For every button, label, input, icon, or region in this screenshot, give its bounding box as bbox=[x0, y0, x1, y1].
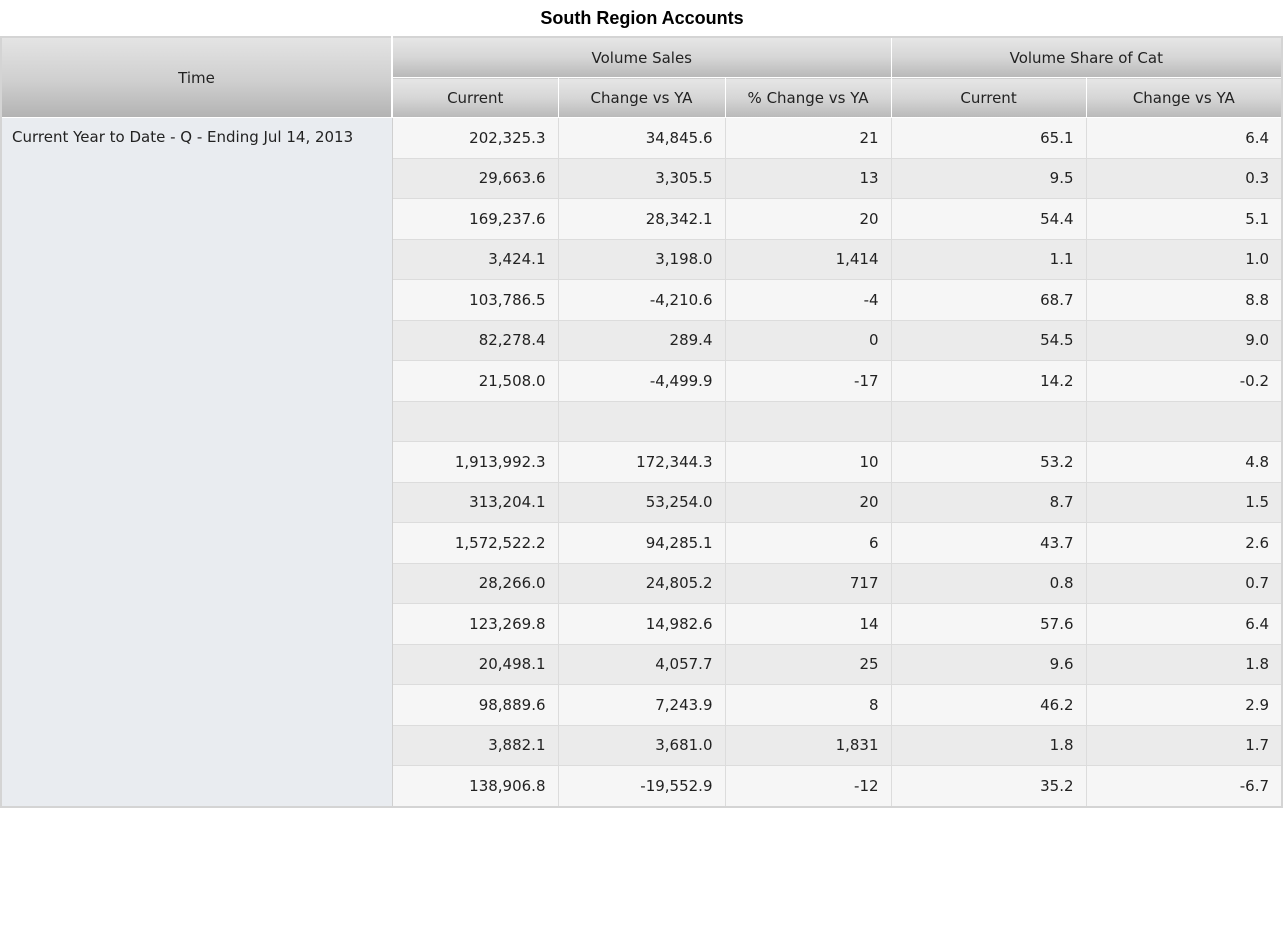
column-header-volume-sales-change[interactable]: Change vs YA bbox=[558, 78, 725, 118]
cell-volume-sales-change: 7,243.9 bbox=[558, 685, 725, 726]
cell-share-change: -6.7 bbox=[1086, 766, 1282, 807]
cell-volume-sales-change: 24,805.2 bbox=[558, 563, 725, 604]
cell-volume-sales-pct-change: 25 bbox=[725, 644, 891, 685]
cell-volume-sales-change: 14,982.6 bbox=[558, 604, 725, 645]
cell-volume-sales-current: 3,882.1 bbox=[392, 725, 558, 766]
cell-volume-sales-pct-change: 20 bbox=[725, 199, 891, 240]
cell-volume-sales-current: 29,663.6 bbox=[392, 158, 558, 199]
cell-volume-sales-current: 202,325.3 bbox=[392, 118, 558, 159]
column-header-share-current[interactable]: Current bbox=[891, 78, 1086, 118]
cell-share-current: 53.2 bbox=[891, 442, 1086, 483]
cell-share-change: 0.3 bbox=[1086, 158, 1282, 199]
cell-volume-sales-pct-change: 21 bbox=[725, 118, 891, 159]
cell-volume-sales-change: 28,342.1 bbox=[558, 199, 725, 240]
cell-share-current: 9.5 bbox=[891, 158, 1086, 199]
column-group-volume-sales[interactable]: Volume Sales bbox=[392, 37, 891, 78]
cell-volume-sales-change: -4,499.9 bbox=[558, 361, 725, 402]
cell-share-change: 1.8 bbox=[1086, 644, 1282, 685]
cell-volume-sales-pct-change: 717 bbox=[725, 563, 891, 604]
cell-volume-sales-current bbox=[392, 401, 558, 442]
cell-volume-sales-current: 103,786.5 bbox=[392, 280, 558, 321]
data-grid bbox=[0, 36, 1283, 808]
time-period-cell: Current Year to Date - Q - Ending Jul 14, 2013 bbox=[1, 118, 392, 807]
cell-share-current: 65.1 bbox=[891, 118, 1086, 159]
cell-share-current: 0.8 bbox=[891, 563, 1086, 604]
cell-volume-sales-pct-change: -17 bbox=[725, 361, 891, 402]
cell-share-current: 57.6 bbox=[891, 604, 1086, 645]
cell-volume-sales-change: 34,845.6 bbox=[558, 118, 725, 159]
cell-volume-sales-change bbox=[558, 401, 725, 442]
cell-volume-sales-current: 3,424.1 bbox=[392, 239, 558, 280]
cell-share-change: 2.9 bbox=[1086, 685, 1282, 726]
cell-volume-sales-pct-change: 8 bbox=[725, 685, 891, 726]
cell-share-current: 8.7 bbox=[891, 482, 1086, 523]
cell-share-change: 1.7 bbox=[1086, 725, 1282, 766]
cell-share-change: 8.8 bbox=[1086, 280, 1282, 321]
cell-volume-sales-pct-change: 0 bbox=[725, 320, 891, 361]
cell-volume-sales-current: 21,508.0 bbox=[392, 361, 558, 402]
cell-share-current: 14.2 bbox=[891, 361, 1086, 402]
cell-share-change: 1.0 bbox=[1086, 239, 1282, 280]
cell-volume-sales-pct-change: 14 bbox=[725, 604, 891, 645]
cell-share-change: -0.2 bbox=[1086, 361, 1282, 402]
cell-volume-sales-pct-change: 1,414 bbox=[725, 239, 891, 280]
grid-body bbox=[1, 118, 1282, 807]
grid-header bbox=[1, 37, 1282, 118]
column-header-time[interactable]: Time bbox=[1, 37, 392, 118]
cell-volume-sales-change: -4,210.6 bbox=[558, 280, 725, 321]
cell-volume-sales-current: 138,906.8 bbox=[392, 766, 558, 807]
cell-volume-sales-pct-change: 13 bbox=[725, 158, 891, 199]
cell-share-change: 4.8 bbox=[1086, 442, 1282, 483]
cell-volume-sales-change: 172,344.3 bbox=[558, 442, 725, 483]
cell-volume-sales-current: 1,572,522.2 bbox=[392, 523, 558, 564]
cell-volume-sales-current: 1,913,992.3 bbox=[392, 442, 558, 483]
cell-share-change: 2.6 bbox=[1086, 523, 1282, 564]
cell-volume-sales-change: 289.4 bbox=[558, 320, 725, 361]
cell-volume-sales-current: 28,266.0 bbox=[392, 563, 558, 604]
cell-share-change: 0.7 bbox=[1086, 563, 1282, 604]
cell-share-current: 68.7 bbox=[891, 280, 1086, 321]
cell-share-current: 9.6 bbox=[891, 644, 1086, 685]
cell-share-current: 46.2 bbox=[891, 685, 1086, 726]
cell-share-current: 54.5 bbox=[891, 320, 1086, 361]
column-header-volume-sales-current[interactable]: Current bbox=[392, 78, 558, 118]
cell-share-current: 43.7 bbox=[891, 523, 1086, 564]
report-title: South Region Accounts bbox=[540, 8, 744, 28]
column-group-volume-share[interactable]: Volume Share of Cat bbox=[891, 37, 1282, 78]
header-group-row bbox=[1, 37, 1282, 78]
cell-volume-sales-change: -19,552.9 bbox=[558, 766, 725, 807]
cell-volume-sales-current: 82,278.4 bbox=[392, 320, 558, 361]
cell-volume-sales-change: 94,285.1 bbox=[558, 523, 725, 564]
cell-volume-sales-pct-change bbox=[725, 401, 891, 442]
cell-volume-sales-current: 123,269.8 bbox=[392, 604, 558, 645]
cell-volume-sales-change: 3,198.0 bbox=[558, 239, 725, 280]
cell-volume-sales-pct-change: -4 bbox=[725, 280, 891, 321]
cell-volume-sales-pct-change: 10 bbox=[725, 442, 891, 483]
cell-share-change bbox=[1086, 401, 1282, 442]
cell-volume-sales-change: 3,305.5 bbox=[558, 158, 725, 199]
cell-volume-sales-current: 313,204.1 bbox=[392, 482, 558, 523]
cell-share-current: 54.4 bbox=[891, 199, 1086, 240]
cell-share-current: 35.2 bbox=[891, 766, 1086, 807]
cell-volume-sales-pct-change: 20 bbox=[725, 482, 891, 523]
cell-volume-sales-pct-change: 1,831 bbox=[725, 725, 891, 766]
cell-share-change: 6.4 bbox=[1086, 118, 1282, 159]
cell-volume-sales-pct-change: 6 bbox=[725, 523, 891, 564]
cell-share-change: 9.0 bbox=[1086, 320, 1282, 361]
cell-volume-sales-pct-change: -12 bbox=[725, 766, 891, 807]
cell-share-change: 1.5 bbox=[1086, 482, 1282, 523]
cell-share-change: 6.4 bbox=[1086, 604, 1282, 645]
cell-volume-sales-change: 53,254.0 bbox=[558, 482, 725, 523]
cell-share-current: 1.8 bbox=[891, 725, 1086, 766]
column-header-volume-sales-pct-change[interactable]: % Change vs YA bbox=[725, 78, 891, 118]
cell-volume-sales-current: 169,237.6 bbox=[392, 199, 558, 240]
cell-share-current bbox=[891, 401, 1086, 442]
cell-volume-sales-change: 4,057.7 bbox=[558, 644, 725, 685]
cell-volume-sales-current: 20,498.1 bbox=[392, 644, 558, 685]
cell-volume-sales-change: 3,681.0 bbox=[558, 725, 725, 766]
column-header-share-change[interactable]: Change vs YA bbox=[1086, 78, 1282, 118]
cell-share-current: 1.1 bbox=[891, 239, 1086, 280]
cell-share-change: 5.1 bbox=[1086, 199, 1282, 240]
cell-volume-sales-current: 98,889.6 bbox=[392, 685, 558, 726]
table-row bbox=[1, 118, 1282, 159]
